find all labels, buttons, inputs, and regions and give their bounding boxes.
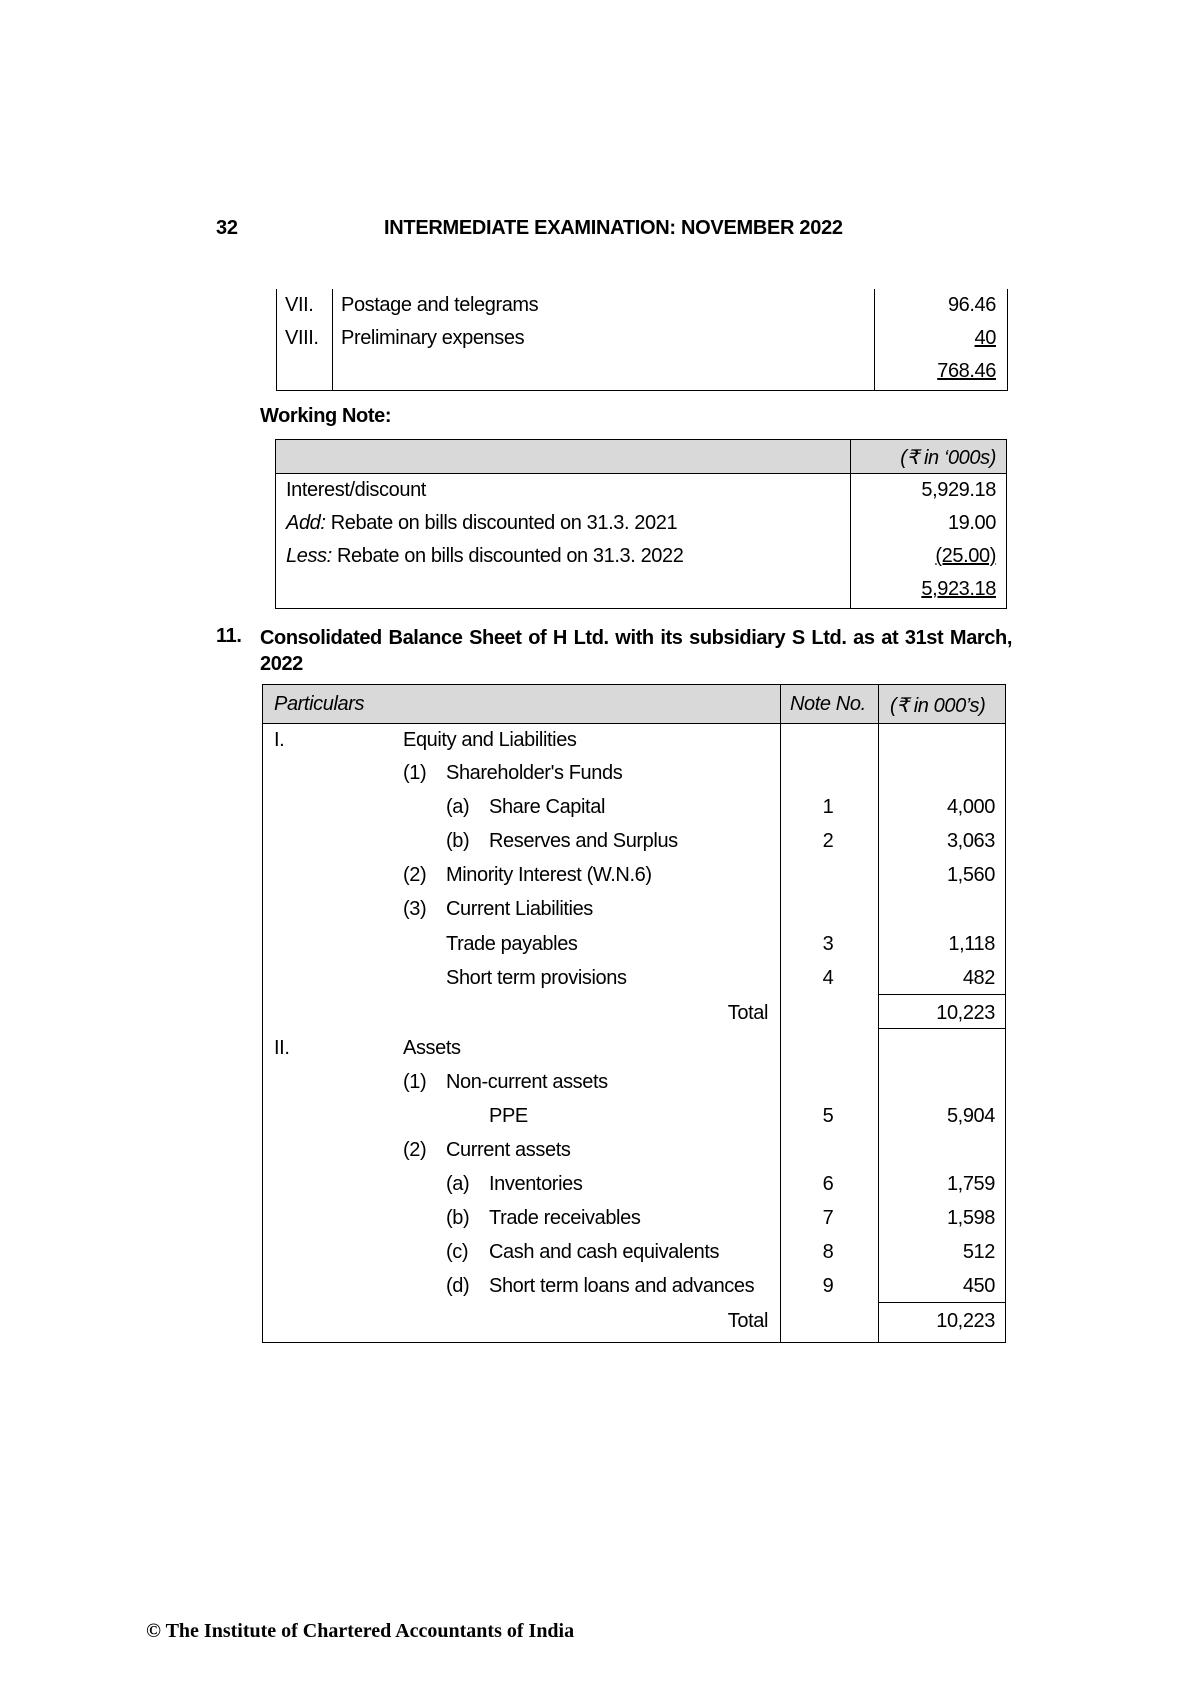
- row-description: Postage and telegrams: [341, 294, 539, 316]
- item-amount: 5,904: [946, 1105, 995, 1127]
- table-header: [276, 440, 1006, 474]
- total-label: Total: [727, 1310, 768, 1332]
- row-amount: 19.00: [947, 512, 996, 534]
- item-label: Short term loans and advances: [489, 1275, 755, 1297]
- section-roman: I.: [274, 729, 285, 751]
- question-title: Consolidated Balance Sheet of H Ltd. with its subsidiary S Ltd. as at 31st March, 2022: [260, 627, 1012, 675]
- sub-label: Non-current assets: [446, 1071, 608, 1093]
- row-description: Preliminary expenses: [341, 327, 525, 349]
- note-number: 9: [822, 1275, 834, 1297]
- total-row: [276, 573, 1006, 606]
- section-label: Assets: [403, 1037, 461, 1059]
- total-amount: 5,923.18: [921, 578, 996, 600]
- item-amount: 1,598: [946, 1207, 995, 1229]
- unit-label: (₹ in ‘000s): [900, 447, 996, 469]
- header-amount: (₹ in 000’s): [890, 695, 986, 717]
- row-label: Less: Rebate on bills discounted on 31.3. 2022: [286, 545, 684, 567]
- row-number: VIII.: [285, 327, 319, 349]
- item-label: Share Capital: [489, 796, 605, 818]
- row-number: VII.: [285, 294, 314, 316]
- table-row: [277, 322, 1007, 356]
- row-amount: 40: [974, 327, 996, 349]
- note-number: 3: [822, 933, 834, 955]
- item-amount: 1,560: [946, 864, 995, 886]
- total-amount: 768.46: [937, 360, 996, 382]
- sub-label: Minority Interest (W.N.6): [446, 864, 652, 886]
- note-number: 8: [822, 1241, 834, 1263]
- footer-copyright: © The Institute of Chartered Accountants of India: [146, 1620, 575, 1642]
- note-number: 1: [822, 796, 834, 818]
- item-letter: (b): [446, 1207, 470, 1229]
- balance-sheet-table: [262, 684, 1006, 1343]
- header-particulars: Particulars: [274, 693, 365, 715]
- item-letter: (a): [446, 1173, 470, 1195]
- row-amount: 5,929.18: [921, 479, 996, 501]
- sub-label: Current assets: [446, 1139, 571, 1161]
- item-label: Inventories: [489, 1173, 583, 1195]
- item-amount: 512: [962, 1241, 995, 1263]
- item-label: Short term provisions: [446, 967, 627, 989]
- note-number: 6: [822, 1173, 834, 1195]
- row-label: Add: Rebate on bills discounted on 31.3. 2021: [286, 512, 678, 534]
- item-letter: (b): [446, 830, 470, 852]
- item-amount: 482: [962, 967, 995, 989]
- item-amount: 1,759: [946, 1173, 995, 1195]
- table-row: [276, 474, 1006, 507]
- table-row: [277, 289, 1007, 323]
- sub-label: Shareholder's Funds: [446, 762, 623, 784]
- header-note: Note No.: [790, 693, 866, 715]
- item-label: Reserves and Surplus: [489, 830, 678, 852]
- note-number: 4: [822, 967, 834, 989]
- sub-number: (1): [403, 762, 427, 784]
- item-amount: 450: [962, 1275, 995, 1297]
- item-label: Cash and cash equivalents: [489, 1241, 720, 1263]
- item-label: Trade payables: [446, 933, 578, 955]
- note-number: 5: [822, 1105, 834, 1127]
- table-row: [276, 540, 1006, 573]
- sub-number: (3): [403, 898, 427, 920]
- row-label: Interest/discount: [286, 479, 426, 501]
- working-note-table: [275, 439, 1007, 609]
- expenses-table: [276, 289, 1008, 391]
- row-amount: (25.00): [935, 545, 996, 567]
- total-amount: 10,223: [936, 1310, 995, 1332]
- item-letter: (c): [446, 1241, 469, 1263]
- item-amount: 1,118: [948, 933, 995, 955]
- row-amount: 96.46: [947, 294, 996, 316]
- item-label: Trade receivables: [489, 1207, 641, 1229]
- question-number: 11.: [216, 625, 242, 647]
- note-number: 2: [822, 830, 834, 852]
- item-amount: 3,063: [946, 830, 995, 852]
- item-letter: (d): [446, 1275, 470, 1297]
- item-amount: 4,000: [946, 796, 995, 818]
- working-note-title: Working Note:: [260, 405, 392, 427]
- sub-number: (2): [403, 1139, 427, 1161]
- page-number: 32: [216, 217, 238, 239]
- page-header-title: INTERMEDIATE EXAMINATION: NOVEMBER 2022: [384, 217, 843, 239]
- total-amount: 10,223: [936, 1002, 995, 1024]
- table-row: [276, 507, 1006, 540]
- section-roman: II.: [274, 1037, 290, 1059]
- table-header: [263, 685, 1005, 724]
- sub-number: (2): [403, 864, 427, 886]
- sub-number: (1): [403, 1071, 427, 1093]
- sub-label: Current Liabilities: [446, 898, 593, 920]
- item-label: PPE: [489, 1105, 528, 1127]
- section-label: Equity and Liabilities: [403, 729, 577, 751]
- item-letter: (a): [446, 796, 470, 818]
- note-number: 7: [822, 1207, 834, 1229]
- total-row: [277, 355, 1007, 389]
- total-label: Total: [727, 1002, 768, 1024]
